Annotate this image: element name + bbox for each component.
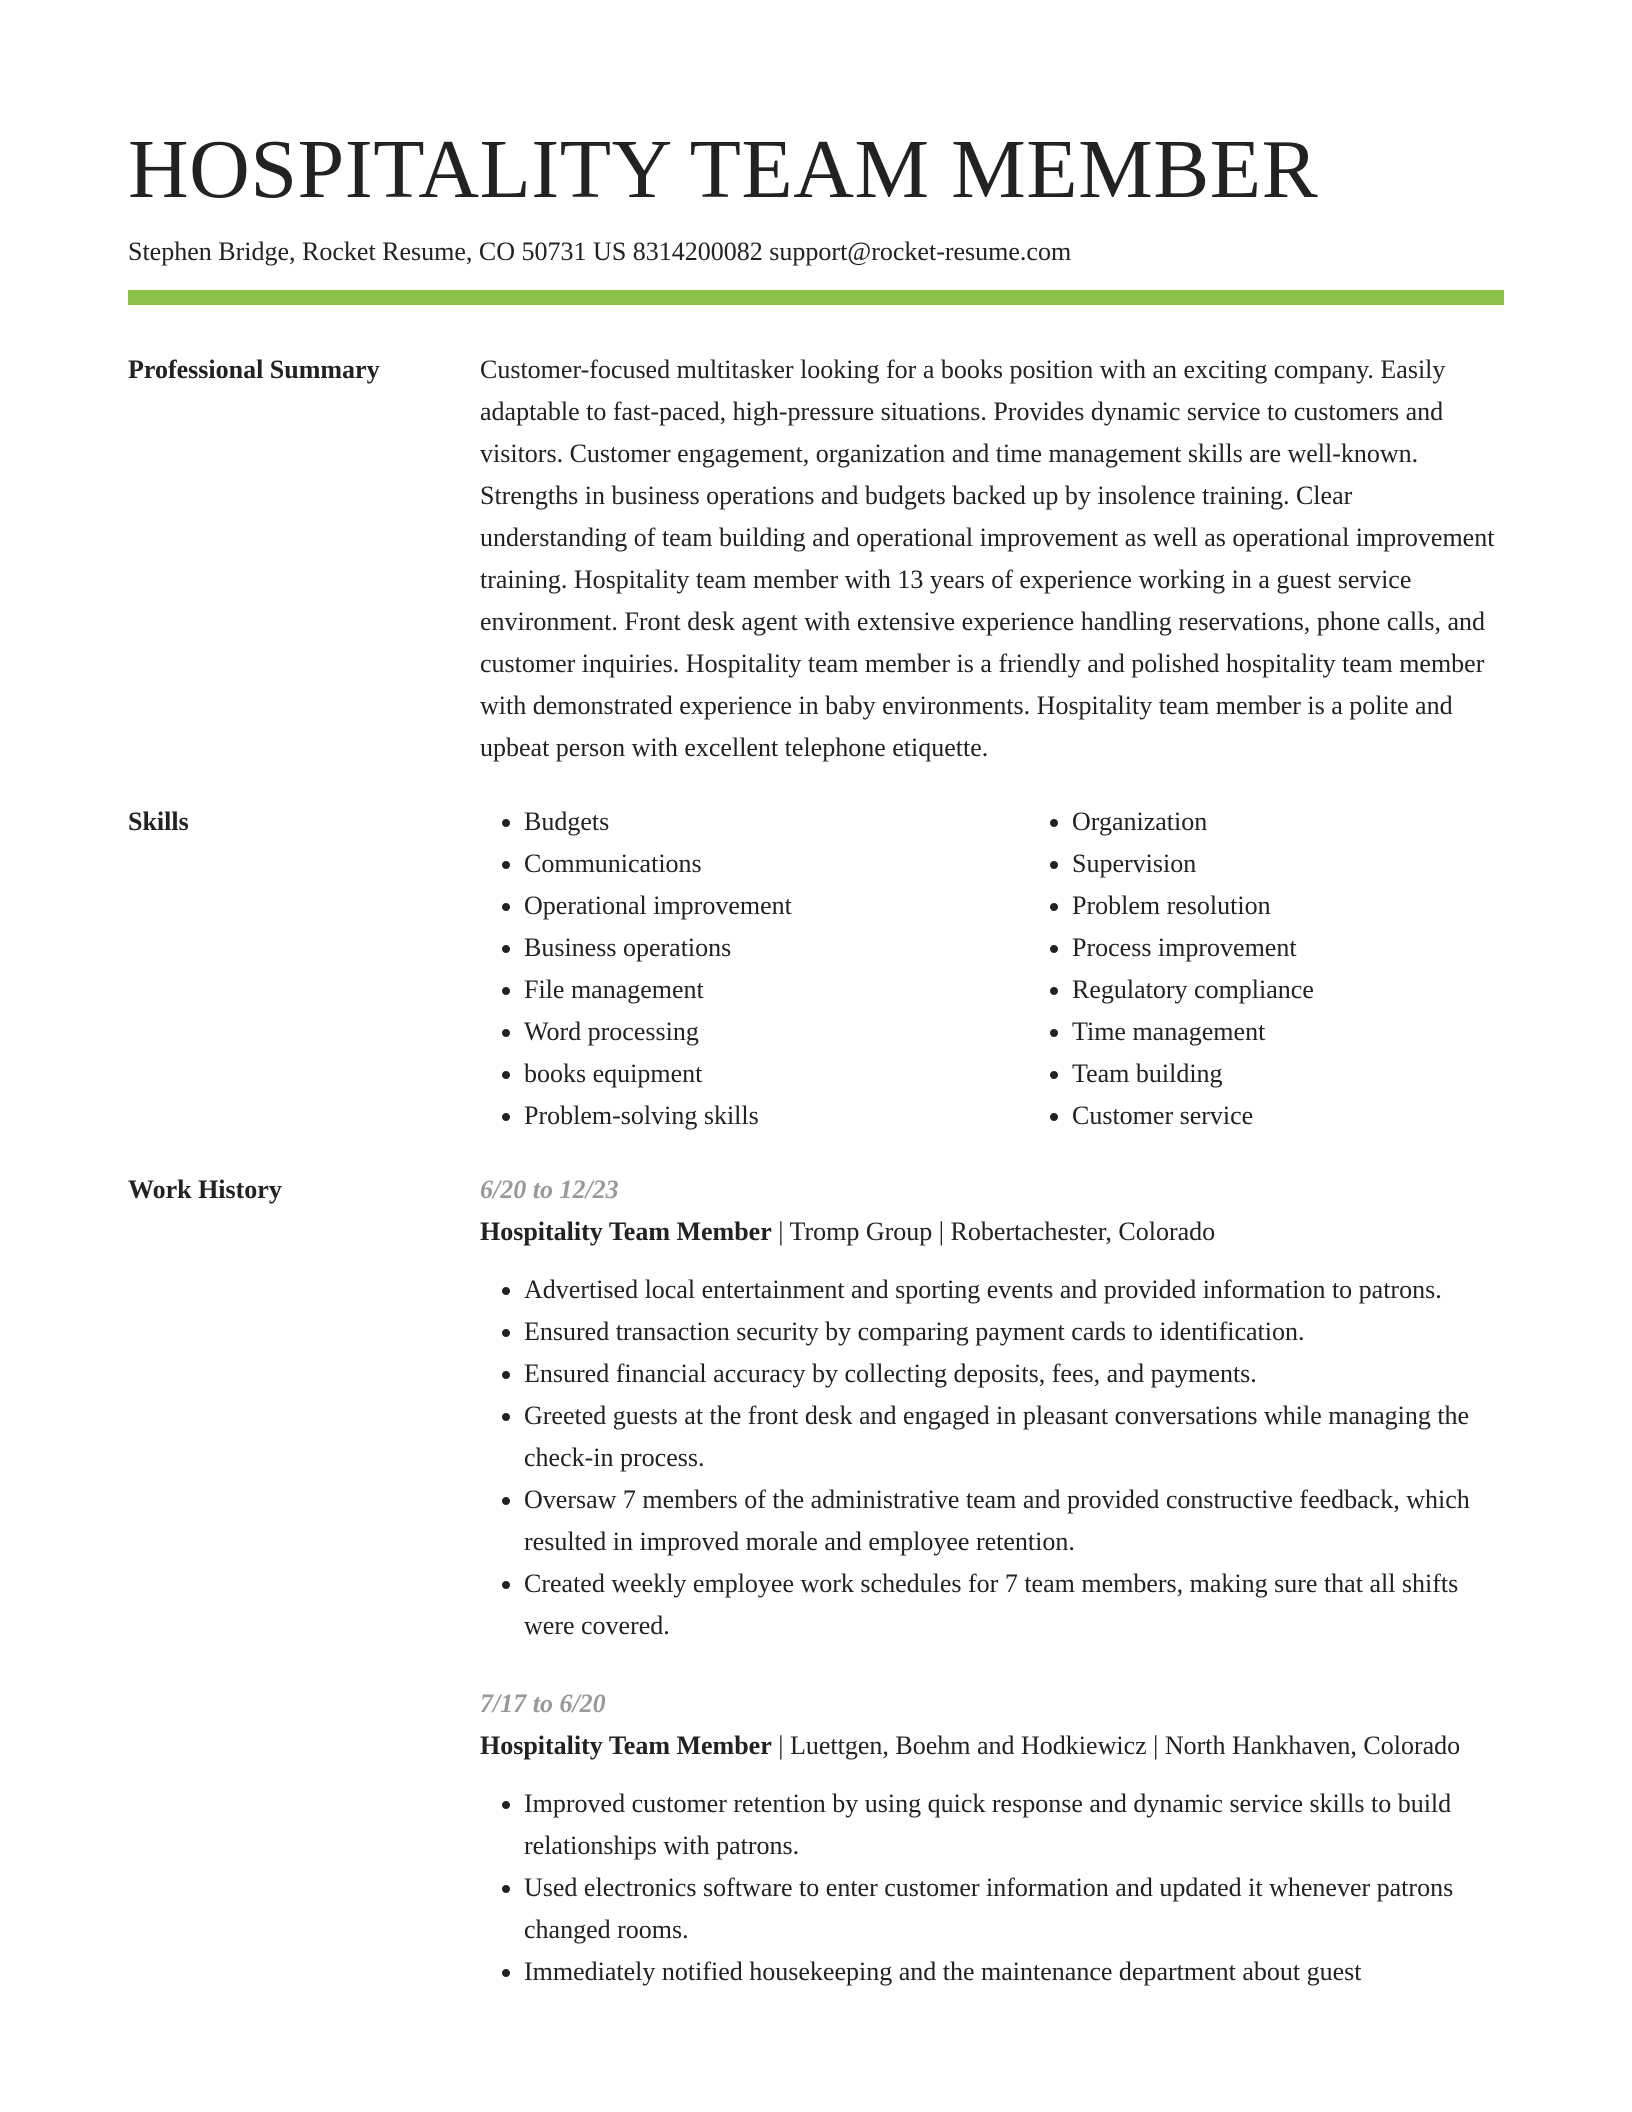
section-label-work-history: Work History	[128, 1175, 282, 1204]
skill-item: • Communications	[524, 843, 1028, 885]
job-heading	[480, 1211, 1504, 1253]
job-bullet: • Immediately notified housekeeping and the maintenance department about guest	[524, 1951, 1504, 1993]
job-heading	[480, 1725, 1504, 1767]
job-title: Hospitality Team Member	[480, 1731, 772, 1760]
job-entry	[480, 1683, 1504, 1993]
skill-item: • Time management	[1072, 1011, 1576, 1053]
skills-list-left	[480, 801, 1028, 1137]
skills-section	[128, 801, 1504, 1137]
summary-text: Customer-focused multitasker looking for a books position with an exciting company. Easily adaptable to fast-paced, high-pressure situations. Provides dynamic service to customers and visitors. Customer engagement, organization and time management skills are well-known. Strengths in business operations and budgets backed up by insolence training. Clear understanding of team building and operational improvement as well as operational improvement training. Hospitality team member with 13 years of experience working in a guest service environment. Front desk agent with extensive experience handling reservations, phone calls, and customer inquiries. Hospitality team member is a friendly and polished hospitality team member with demonstrated experience in baby environments. Hospitality team member is a polite and upbeat person with excellent telephone etiquette.	[480, 355, 1495, 762]
skill-item: • Budgets	[524, 801, 1028, 843]
skill-item: • Regulatory compliance	[1072, 969, 1576, 1011]
job-date: 7/17 to 6/20	[480, 1689, 606, 1718]
skill-item: • Word processing	[524, 1011, 1028, 1053]
job-bullet-list	[480, 1269, 1504, 1647]
job-bullet: • Ensured transaction security by comparing payment cards to identification.	[524, 1311, 1504, 1353]
skill-item: • Organization	[1072, 801, 1576, 843]
resume-name-heading: HOSPITALITY TEAM MEMBER	[128, 123, 1319, 216]
job-bullet: • Greeted guests at the front desk and engaged in pleasant conversations while managing the check-in process.	[524, 1395, 1504, 1479]
job-bullet: • Created weekly employee work schedules for 7 team members, making sure that all shifts were covered.	[524, 1563, 1504, 1647]
contact-line: Stephen Bridge, Rocket Resume, CO 50731 US 8314200082 support@rocket-resume.com	[128, 237, 1072, 266]
job-title: Hospitality Team Member	[480, 1217, 772, 1246]
section-label-summary: Professional Summary	[128, 355, 380, 384]
job-bullet: • Used electronics software to enter customer information and updated it whenever patrons changed rooms.	[524, 1867, 1504, 1951]
work-history-entries	[480, 1169, 1504, 1993]
job-employer-location: | Luettgen, Boehm and Hodkiewicz | North Hankhaven, Colorado	[771, 1731, 1461, 1760]
job-bullet: • Ensured financial accuracy by collecting deposits, fees, and payments.	[524, 1353, 1504, 1395]
skill-item: • Operational improvement	[524, 885, 1028, 927]
skills-list-right	[1028, 801, 1576, 1137]
section-label-skills: Skills	[128, 807, 189, 836]
skill-item: • Team building	[1072, 1053, 1576, 1095]
skill-item: • Problem resolution	[1072, 885, 1576, 927]
resume-page	[128, 120, 1504, 1993]
job-date: 6/20 to 12/23	[480, 1175, 619, 1204]
skill-item: • books equipment	[524, 1053, 1028, 1095]
professional-summary-section	[128, 349, 1504, 769]
job-entry	[480, 1169, 1504, 1647]
work-history-section	[128, 1169, 1504, 1993]
job-bullet-list	[480, 1783, 1504, 1993]
skill-item: • Process improvement	[1072, 927, 1576, 969]
skill-item: • Supervision	[1072, 843, 1576, 885]
job-employer-location: | Tromp Group | Robertachester, Colorado	[771, 1217, 1216, 1246]
job-bullet: • Oversaw 7 members of the administrative team and provided constructive feedback, which resulted in improved morale and employee retention.	[524, 1479, 1504, 1563]
skill-item: • Business operations	[524, 927, 1028, 969]
skill-item: • Customer service	[1072, 1095, 1576, 1137]
skill-item: • File management	[524, 969, 1028, 1011]
job-bullet: • Advertised local entertainment and sporting events and provided information to patrons.	[524, 1269, 1504, 1311]
job-bullet: • Improved customer retention by using quick response and dynamic service skills to build relationships with patrons.	[524, 1783, 1504, 1867]
skill-item: • Problem-solving skills	[524, 1095, 1028, 1137]
accent-divider	[128, 290, 1504, 305]
